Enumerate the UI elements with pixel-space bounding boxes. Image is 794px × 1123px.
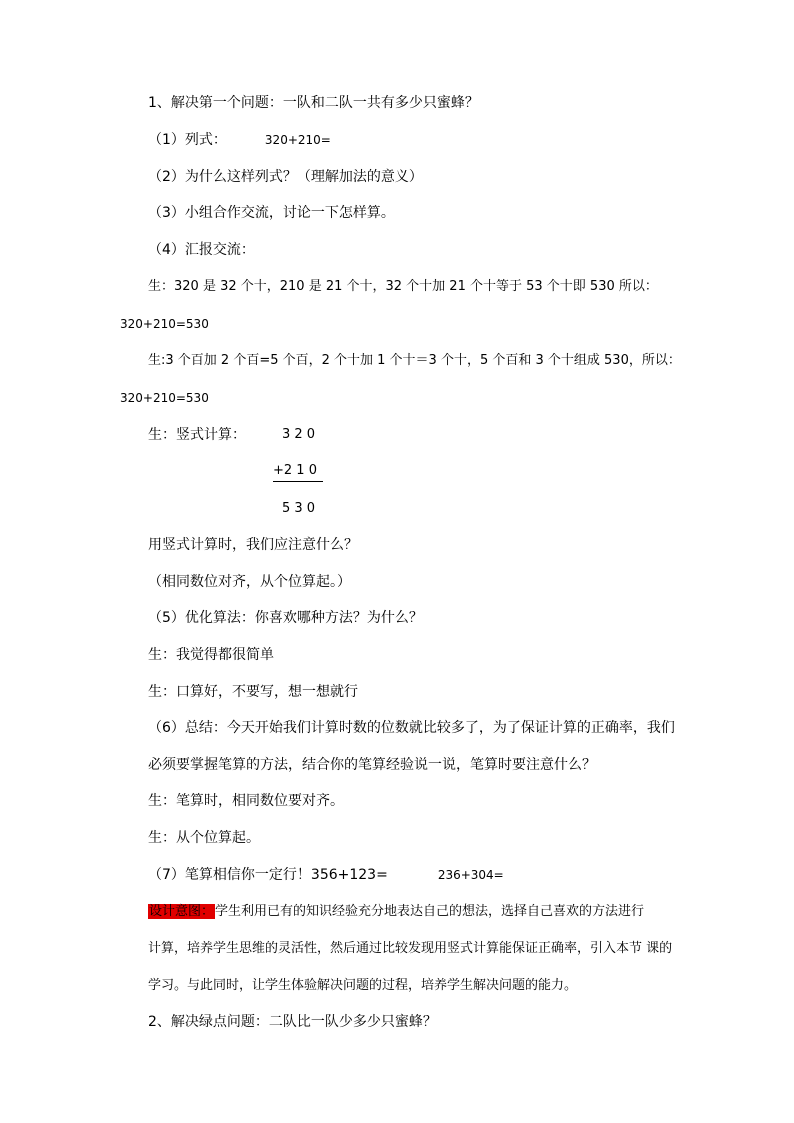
answer-vertical: （相同数位对齐，从个位算起。） xyxy=(148,574,351,590)
design-intent-line-2: 计算，培养学生思维的灵活性，然后通过比较发现用竖式计算能保证正确率，引入本节 课的 xyxy=(148,941,673,956)
answer-6-2: 生：从个位算起。 xyxy=(148,830,260,846)
step-7-label: （7）笔算相信你一定行！356+123= xyxy=(148,867,388,883)
step-6-line-1: （6）总结：今天开始我们计算时数的位数就比较多了，为了保证计算的正确率，我们 xyxy=(148,720,675,736)
vertical-calc-label: 生：竖式计算： xyxy=(148,427,246,443)
answer-2-line-1: 生:3 个百加 2 个百=5 个百，2 个十加 1 个十＝3 个十，5 个百和 3 个十组成 530，所以： xyxy=(148,353,681,368)
design-intent-text-1: 学生利用已有的知识经验充分地表达自己的想法，选择自己喜欢的方法进行 xyxy=(215,904,645,919)
step-1-expression: 320+210= xyxy=(264,133,331,147)
step-5: （5）优化算法：你喜欢哪种方法？为什么？ xyxy=(148,610,423,626)
answer-1-line-1: 生：320 是 32 个十，210 是 21 个十，32 个十加 21 个十等于 53 个十即 530 所以： xyxy=(148,279,658,294)
step-1-label: （1）列式： xyxy=(148,132,227,148)
answer-5-2: 生：口算好，不要写，想一想就行 xyxy=(148,684,358,700)
step-3: （3）小组合作交流，讨论一下怎样算。 xyxy=(148,205,395,221)
question-vertical: 用竖式计算时，我们应注意什么？ xyxy=(148,537,358,553)
design-intent-line-1 xyxy=(148,903,644,921)
answer-2-line-2: 320+210=530 xyxy=(120,391,209,405)
step-1 xyxy=(148,131,331,149)
answer-1-line-2: 320+210=530 xyxy=(120,317,209,331)
vertical-calc-top: 3 2 0 xyxy=(282,427,316,442)
step-4: （4）汇报交流： xyxy=(148,242,255,258)
step-6-line-2: 必须要掌握笔算的方法，结合你的笔算经验说一说，笔算时要注意什么？ xyxy=(148,757,596,773)
vertical-calc-addend: +2 1 0 xyxy=(273,462,323,482)
heading-problem-1: 1、解决第一个问题：一队和二队一共有多少只蜜蜂？ xyxy=(148,95,479,111)
vertical-calc-result: 5 3 0 xyxy=(282,501,316,516)
design-intent-tag: 设计意图： xyxy=(149,904,215,919)
answer-6-1: 生：笔算时，相同数位要对齐。 xyxy=(148,793,344,809)
answer-5-1: 生：我觉得都很简单 xyxy=(148,647,274,663)
step-2: （2）为什么这样列式？（理解加法的意义） xyxy=(148,169,423,185)
step-7-expression-2: 236+304= xyxy=(437,868,504,882)
heading-problem-2: 2、解决绿点问题：二队比一队少多少只蜜蜂？ xyxy=(148,1014,437,1030)
step-7 xyxy=(148,866,504,884)
design-intent-line-3: 学习。与此同时，让学生体验解决问题的过程，培养学生解决问题的能力。 xyxy=(148,978,578,993)
